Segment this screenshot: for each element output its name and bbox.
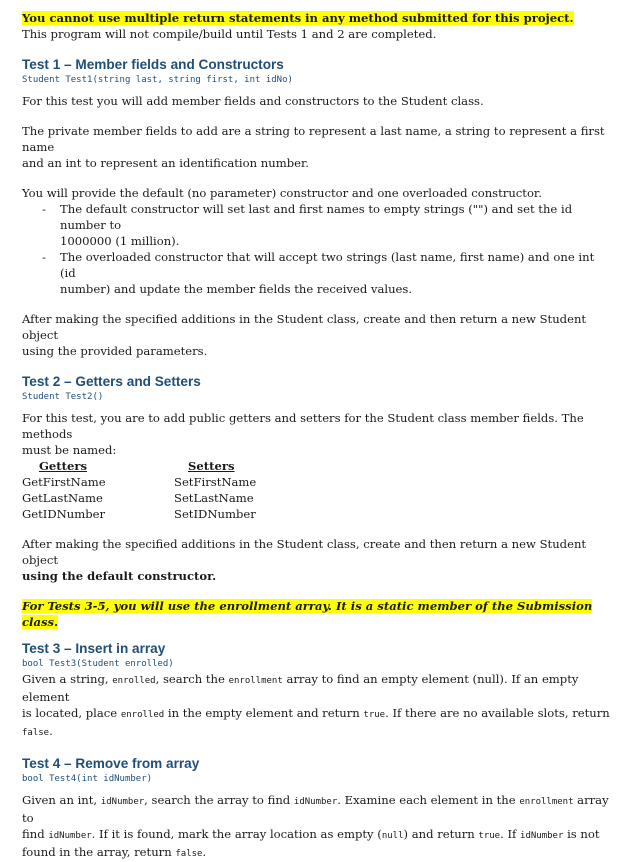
test3-paragraph: [22, 671, 612, 741]
getter-item: GetIDNumber: [22, 507, 106, 521]
bullet-1-line-2: 1000000 (1 million).: [60, 234, 180, 248]
setter-item: SetLastName: [174, 491, 254, 505]
code-enrolled: enrolled: [112, 676, 156, 686]
code-enrolled: enrolled: [120, 710, 165, 720]
test1-paragraph-2a: The private member fields to add are a string to represent a last name, a string to represent a first name: [22, 124, 605, 154]
list-item: [42, 249, 612, 297]
text: is located, place: [22, 706, 121, 720]
test2-heading: Test 2 – Getters and Setters: [22, 374, 201, 389]
test3-signature: bool Test3(Student enrolled): [22, 659, 174, 669]
bullet-2-line-1: The overloaded constructor that will accept two strings (last name, first name) and one int (id: [60, 250, 595, 280]
test1-paragraph-4b: using the provided parameters.: [22, 344, 208, 358]
test2-paragraph-2a: After making the specified additions in the Student class, create and then return a new Student object: [22, 537, 587, 567]
text: . If there are no available slots, return: [385, 706, 610, 720]
test1-paragraph-3: You will provide the default (no parameter) constructor and one overloaded constructor.: [22, 186, 542, 200]
getters-header: Getters: [39, 459, 87, 473]
text: , search the array to find: [144, 793, 294, 807]
setter-item: SetIDNumber: [174, 507, 256, 521]
text: .: [202, 845, 207, 859]
text: array to: [22, 793, 609, 825]
test1-paragraph-4a: After making the specified additions in the Student class, create and then return a new Student object: [22, 312, 587, 342]
text: . If it is found, mark the array location as empty (: [91, 827, 382, 841]
test2-signature: Student Test2(): [22, 392, 104, 402]
test4-signature: bool Test4(int idNumber): [22, 774, 153, 784]
test1-signature: Student Test1(string last, string first, int idNo): [22, 75, 293, 85]
bullet-1-line-1: The default constructor will set last and first names to empty strings ("") and set the id number to: [60, 202, 573, 232]
tests35-notice: [22, 598, 612, 630]
bullet-2-line-2: number) and update the member fields the received values.: [60, 282, 413, 296]
text: is not: [563, 827, 600, 841]
text: found in the array, return: [22, 845, 176, 859]
code-null: null: [381, 831, 404, 841]
code-enrollment: enrollment: [519, 797, 574, 807]
text: , search the: [155, 672, 229, 686]
text: find: [22, 827, 49, 841]
code-true: true: [478, 831, 501, 841]
setter-item: SetFirstName: [174, 475, 257, 489]
code-idnumber: idNumber: [520, 831, 564, 841]
getters-column: [22, 458, 174, 522]
code-idnumber: idNumber: [293, 797, 338, 807]
test3-heading: Test 3 – Insert in array: [22, 641, 166, 656]
setters-header: Setters: [188, 459, 235, 473]
test2-paragraph-1a: For this test, you are to add public getters and setters for the Student class member fields. The methods: [22, 411, 584, 441]
getter-item: GetFirstName: [22, 475, 106, 489]
setters-column: [174, 458, 374, 522]
test2-bold-text: using the default constructor.: [22, 569, 217, 583]
text: in the empty element and return: [164, 706, 364, 720]
test2-paragraph-1b: must be named:: [22, 443, 117, 457]
code-idnumber: idNumber: [100, 797, 145, 807]
getter-item: GetLastName: [22, 491, 103, 505]
notice-note: This program will not compile/build until Tests 1 and 2 are completed.: [22, 27, 437, 41]
test1-heading: Test 1 – Member fields and Constructors: [22, 57, 284, 72]
code-false: false: [175, 849, 203, 859]
text: . Examine each element in the: [337, 793, 520, 807]
test1-paragraph-2b: and an int to represent an identification number.: [22, 156, 309, 170]
test1-paragraph-1: For this test you will add member fields and constructors to the Student class.: [22, 94, 484, 108]
code-enrollment: enrollment: [228, 676, 283, 686]
notice-highlight: You cannot use multiple return statements in any method submitted for this project.: [22, 11, 574, 25]
text: ) and return: [403, 827, 479, 841]
code-true: true: [363, 710, 386, 720]
code-idnumber: idNumber: [48, 831, 92, 841]
test4-heading: Test 4 – Remove from array: [22, 756, 200, 771]
text: Given an int,: [22, 793, 101, 807]
constructor-list: [22, 201, 612, 297]
test2-paragraph-2b: [22, 568, 612, 584]
code-false: false: [22, 728, 50, 738]
getters-setters-table: [22, 458, 612, 522]
test4-paragraph: [22, 792, 612, 862]
text: . If: [500, 827, 521, 841]
text: Given a string,: [22, 672, 113, 686]
document-page: [22, 10, 612, 862]
text: .: [49, 724, 53, 738]
list-item: [42, 201, 612, 249]
notice: [22, 10, 612, 26]
text: array to find an empty element (null). If an empty element: [22, 672, 579, 704]
tests35-highlight: For Tests 3-5, you will use the enrollment array. It is a static member of the Submission class.: [22, 599, 593, 629]
